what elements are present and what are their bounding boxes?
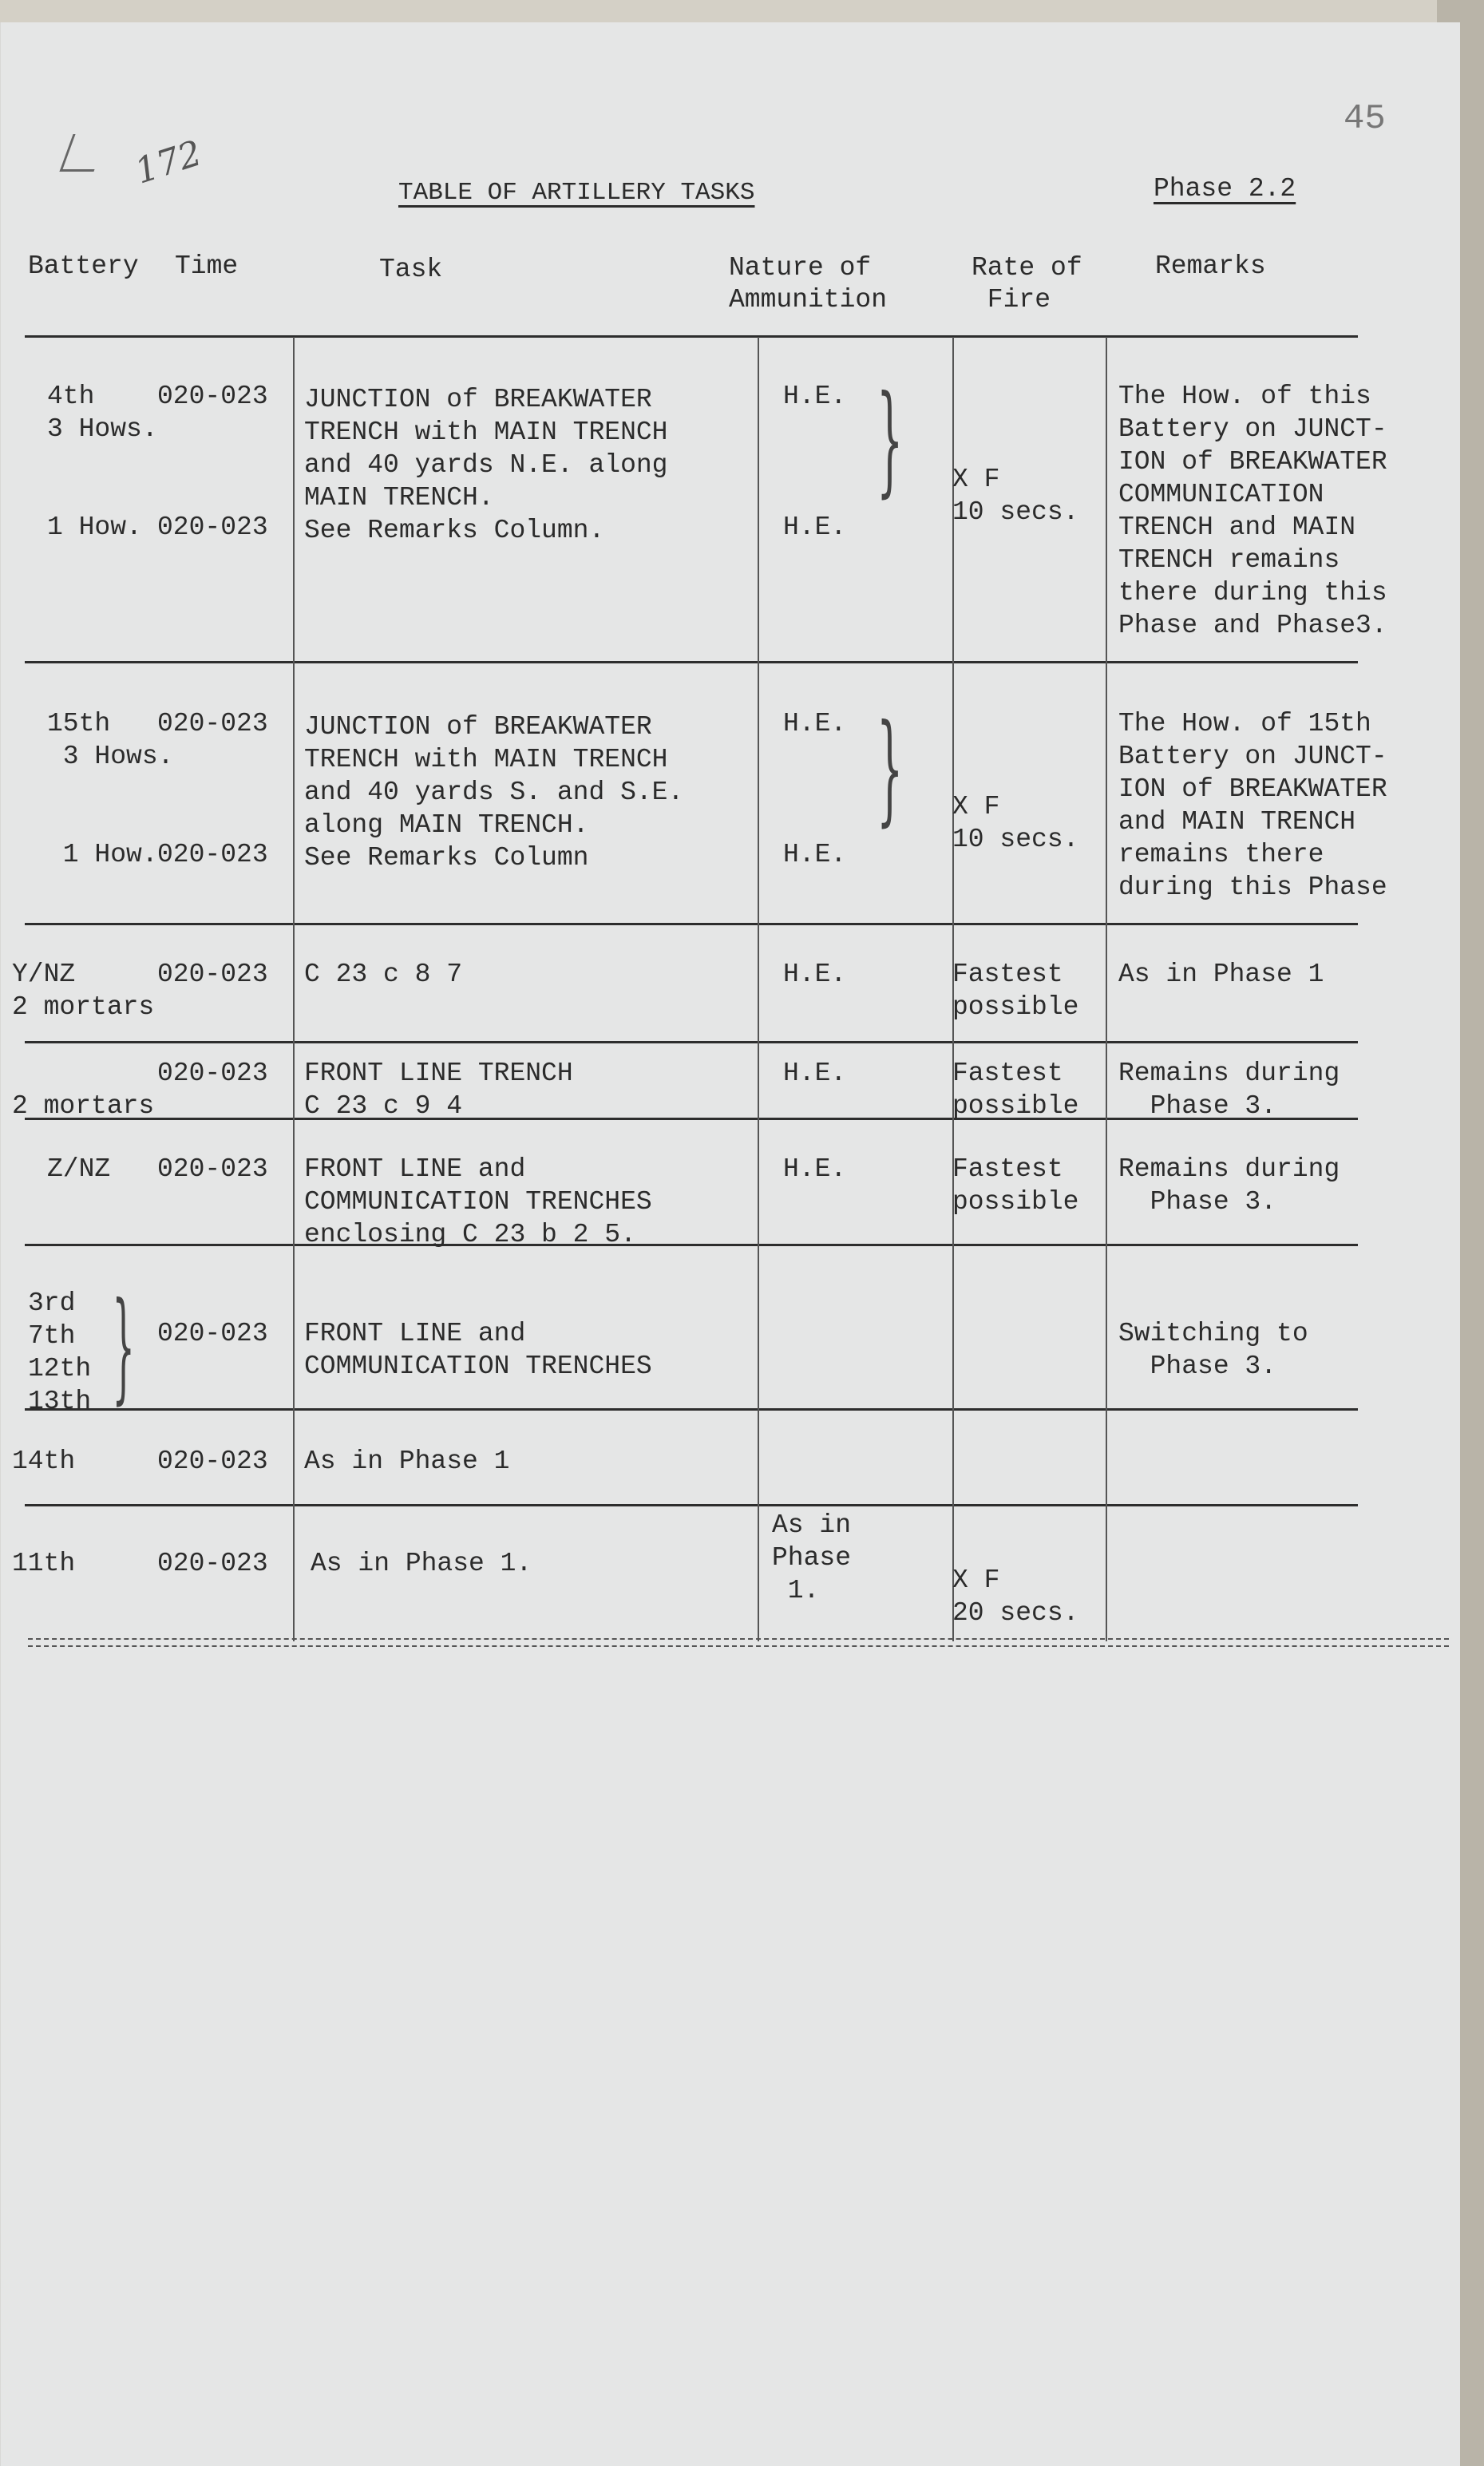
cell-rate: X F 10 secs. [952,792,1079,854]
page-number: 45 [1344,99,1386,139]
cell-battery: Z/NZ [47,1154,111,1184]
cell-rate: Fastest possible [952,1059,1079,1121]
cell-ammunition: H.E. H.E. [783,382,847,542]
cell-task: JUNCTION of BREAKWATER TRENCH with MAIN TRENCH and 40 yards S. and S.E. along MAIN TRENCH. See Remarks Column [304,712,684,873]
header-rule [25,335,1358,338]
header-battery: Battery [28,251,139,281]
row-rule [25,1041,1358,1043]
cell-remarks: Remains during Phase 3. [1118,1059,1340,1121]
header-remarks: Remarks [1155,251,1266,281]
table-end-rule [28,1638,1449,1647]
cell-battery: 3rd 7th 12th 13th [28,1288,92,1416]
handwritten-number: 172 [130,133,207,192]
header-time: Time [175,251,239,281]
cell-remarks: The How. of 15th Battery on JUNCT- ION of BREAKWATER and MAIN TRENCH remains there during this Phase [1118,709,1387,902]
cell-task: FRONT LINE and COMMUNICATION TRENCHES [304,1319,652,1381]
brace-icon: } [877,699,904,838]
cell-time: 020-023 020-023 [157,709,268,869]
cell-time: 020-023 020-023 [157,382,268,542]
column-divider [293,337,295,1641]
cell-time: 020-023 [157,1154,268,1184]
cell-rate: Fastest possible [952,960,1079,1022]
brace-icon: } [112,1277,136,1416]
cell-battery: 15th 3 Hows. 1 How. [47,709,174,869]
cell-task: As in Phase 1. [311,1549,532,1578]
cell-rate: X F 10 secs. [952,465,1079,527]
cell-task: JUNCTION of BREAKWATER TRENCH with MAIN TRENCH and 40 yards N.E. along MAIN TRENCH. See Remarks Column. [304,385,668,545]
row-rule [25,1408,1358,1411]
cell-time: 020-023 [157,1059,268,1088]
row-rule [25,661,1358,663]
cell-task: FRONT LINE and COMMUNICATION TRENCHES enclosing C 23 b 2 5. [304,1154,652,1249]
cell-remarks: Remains during Phase 3. [1118,1154,1340,1217]
row-rule [25,923,1358,925]
cell-task: C 23 c 8 7 [304,960,463,989]
row-rule [25,1504,1358,1506]
cell-time: 020-023 [157,1549,268,1578]
cell-time: 020-023 [157,960,268,989]
cell-remarks: As in Phase 1 [1118,960,1324,989]
cell-battery: 11th [12,1549,76,1578]
header-task: Task [379,255,443,284]
cell-remarks: Switching to Phase 3. [1118,1319,1308,1381]
document-page [0,22,1460,2466]
header-ammunition: Nature of Ammunition [729,253,888,315]
background-strip [0,0,1437,22]
cell-task: FRONT LINE TRENCH C 23 c 9 4 [304,1059,573,1121]
cell-rate: X F 20 secs. [952,1565,1079,1628]
column-divider [758,337,759,1641]
cell-task: As in Phase 1 [304,1447,510,1476]
cell-ammunition: As in Phase 1. [772,1510,852,1605]
checkmark-icon [59,134,107,172]
phase-label: Phase 2.2 [1154,174,1296,204]
cell-time: 020-023 [157,1447,268,1476]
row-rule [25,1244,1358,1246]
cell-battery: Y/NZ 2 mortars [12,960,155,1022]
brace-icon: } [877,370,904,509]
cell-time: 020-023 [157,1319,268,1348]
document-title: TABLE OF ARTILLERY TASKS [398,179,755,207]
cell-ammunition: H.E. [783,960,847,989]
cell-ammunition: H.E. [783,1059,847,1088]
cell-rate: Fastest possible [952,1154,1079,1217]
cell-battery: 2 mortars [12,1091,155,1121]
cell-battery: 4th 3 Hows. 1 How. [47,382,158,542]
cell-ammunition: H.E. [783,1154,847,1184]
cell-remarks: The How. of this Battery on JUNCT- ION of BREAKWATER COMMUNICATION TRENCH and MAIN TRENCH remains there during this Phase and Phase3. [1118,382,1387,640]
cell-ammunition: H.E. H.E. [783,709,847,869]
header-rate: Rate of Fire [972,253,1082,315]
column-divider [1106,337,1107,1641]
cell-battery: 14th [12,1447,76,1476]
